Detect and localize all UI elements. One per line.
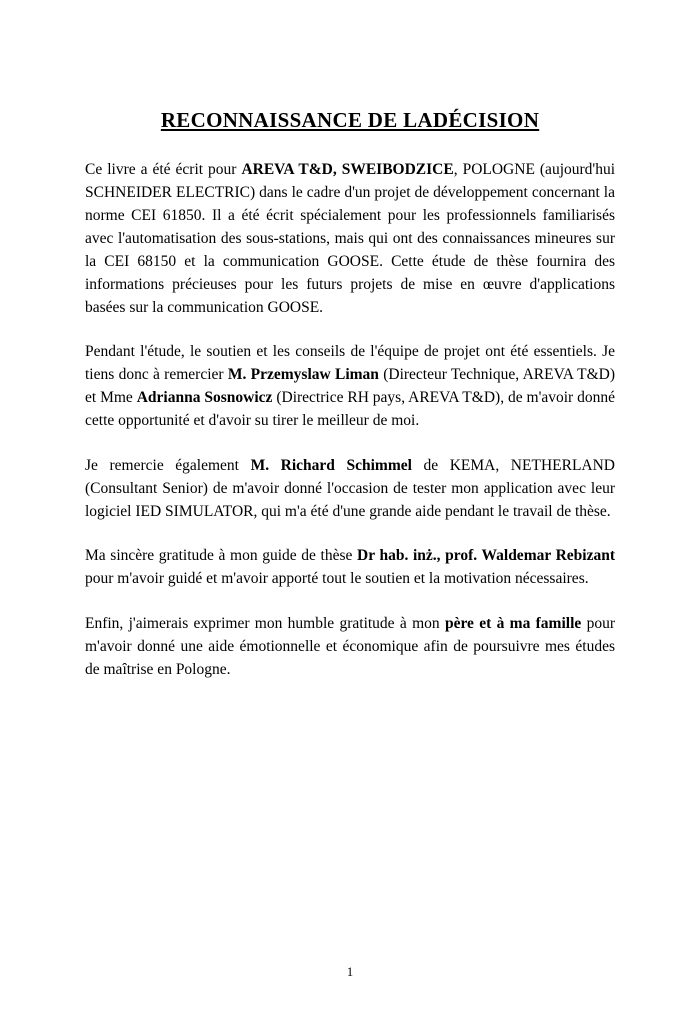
text-run: Ce livre a été écrit pour bbox=[85, 161, 242, 178]
text-run: père et à ma famille bbox=[444, 614, 582, 632]
paragraph-list bbox=[85, 159, 615, 682]
text-run: (Directeur Technique, AREVA T&D) et Mme bbox=[85, 366, 615, 407]
paragraph bbox=[85, 159, 615, 320]
text-run: Pendant l'étude, le soutien et les conseils de l'équipe de projet ont été essentiels. Je tiens donc à remercier bbox=[85, 343, 615, 384]
text-run: M. Przemyslaw Liman bbox=[227, 366, 379, 384]
text-run: pour m'avoir guidé et m'avoir apporté tout le soutien et la motivation nécessaires. bbox=[85, 570, 589, 588]
text-run: AREVA T&D, SWEIBODZICE bbox=[241, 161, 454, 178]
paragraph bbox=[85, 455, 615, 524]
page-number: 1 bbox=[346, 965, 354, 979]
text-run: M. Richard Schimmel bbox=[250, 456, 412, 474]
text-run: pour m'avoir donné une aide émotionnelle et économique afin de poursuivre mes études de maîtrise en Pologne. bbox=[85, 614, 615, 678]
text-run: Dr hab. inż., prof. Waldemar Rebizant bbox=[357, 547, 615, 565]
text-run: (Directrice RH pays, AREVA T&D), de m'avoir donné cette opportunité et d'avoir su tirer le meilleur de moi. bbox=[85, 389, 616, 430]
paragraph bbox=[85, 341, 615, 433]
text-run: Adrianna Sosnowicz bbox=[136, 389, 273, 407]
text-run: de KEMA, NETHERLAND (Consultant Senior) de m'avoir donné l'occasion de tester mon application avec leur logiciel IED SIMULATOR, qui m'a été d'une grande aide pendant le travail de thèse. bbox=[85, 456, 615, 520]
paragraph bbox=[85, 613, 615, 682]
text-run: , POLOGNE (aujourd'hui SCHNEIDER ELECTRIC) dans le cadre d'un projet de développement concernant la norme CEI 61850. Il a été écrit spécialement pour les professionnels familiarisés avec l'automatisation des sous-stations, mais qui ont des connaissances mineures sur la CEI 68150 et la communication GOOSE. Cette étude de thèse fournira des informations précieuses pour les futurs projets de mise en œuvre d'applications basées sur la communication GOOSE. bbox=[85, 161, 616, 316]
text-run: Je remercie également bbox=[85, 456, 251, 474]
page-title: RECONNAISSANCE DE LADÉCISION bbox=[160, 108, 540, 132]
paragraph bbox=[85, 545, 615, 591]
text-run: Ma sincère gratitude à mon guide de thèse bbox=[85, 547, 358, 565]
text-run: Enfin, j'aimerais exprimer mon humble gratitude à mon bbox=[85, 614, 445, 632]
